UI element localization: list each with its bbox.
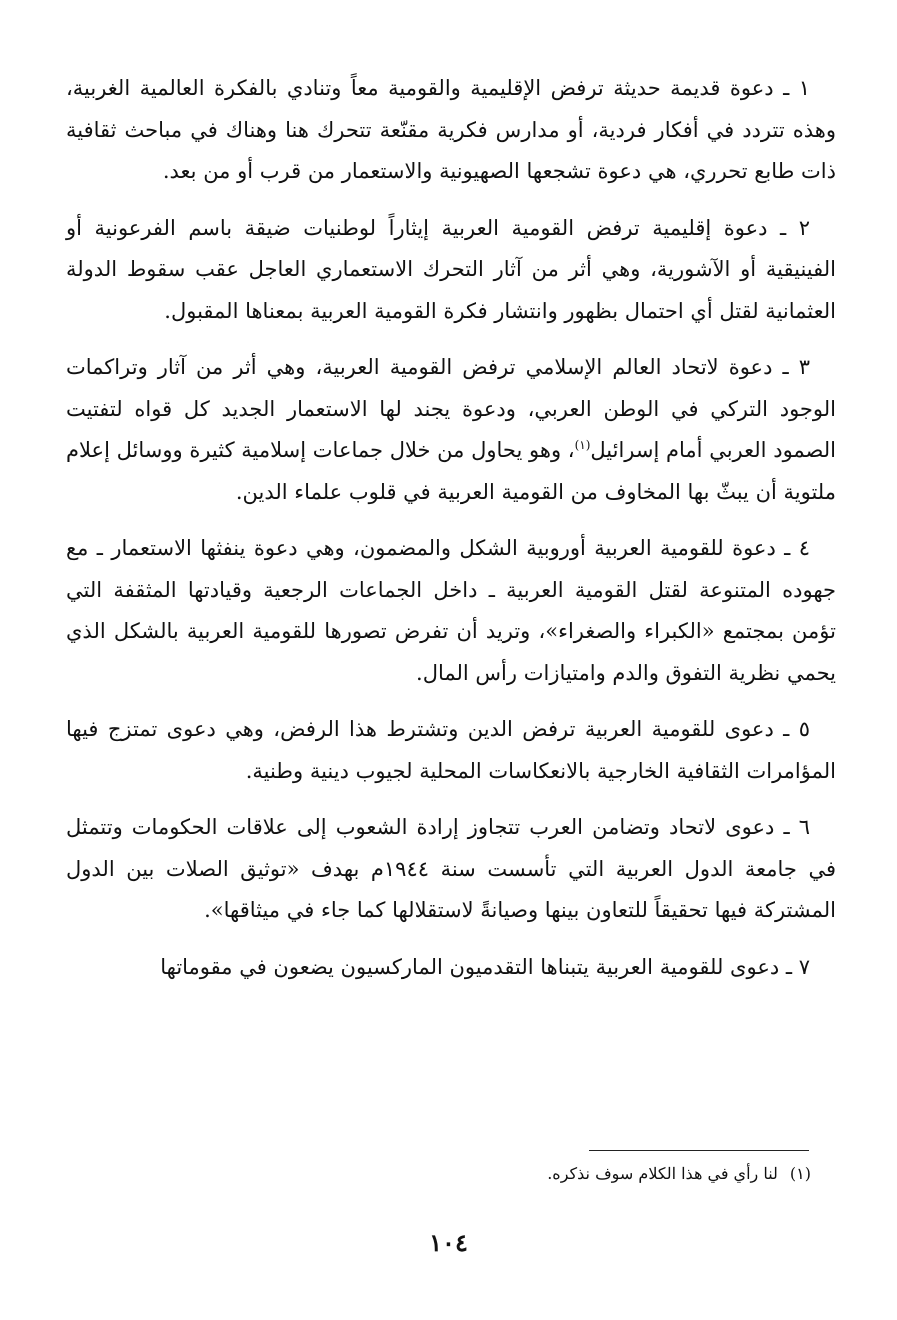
footnote-marker: (١) [789,1164,811,1183]
page-number: ١٠٤ [429,1228,468,1257]
body-text [66,68,836,1003]
paragraph-3-part-2: ، وهو يحاول من خلال جماعات إسلامية كثيرة ووسائل إعلام ملتوية أن يبثّ بها المخاوف من القومية العربية في قلوب علماء الدين. [66,438,836,504]
footnote-text: لنا رأي في هذا الكلام سوف نذكره. [547,1164,778,1183]
paragraph-7: ٧ ـ دعوى للقومية العربية يتبناها التقدميون الماركسيون يضعون في مقوماتها [160,954,810,979]
paragraph-6: ٦ ـ دعوى لاتحاد وتضامن العرب تتجاوز إرادة الشعوب إلى علاقات الحكومات وتتمثل في جامعة الدول العربية التي تأسست سنة ١٩٤٤م بهدف «توثيق الصلات بين الدول المشتركة فيها تحقيقاً للتعاون بينها وصيانةً لاستقلالها كما جاء في ميثاقها». [66,815,836,922]
paragraph-3 [66,347,836,513]
footnote-divider [589,1150,809,1151]
paragraph-5: ٥ ـ دعوى للقومية العربية ترفض الدين وتشترط هذا الرفض، وهي دعوى تمتزج فيها المؤامرات الثقافية الخارجية بالانعكاسات المحلية لجيوب دينية وطنية. [66,717,836,783]
paragraph-1: ١ ـ دعوة قديمة حديثة ترفض الإقليمية والقومية معاً وتنادي بالفكرة العالمية الغربية، وهذه تتردد في أفكار فردية، أو مدارس فكرية مقنّعة تتحرك هنا وهناك في مباحث ثقافية ذات طابع تحرري، هي دعوة تشجعها الصهيونية والاستعمار من قرب أو من بعد. [66,76,836,183]
paragraph-4: ٤ ـ دعوة للقومية العربية أوروبية الشكل والمضمون، وهي دعوة ينفثها الاستعمار ـ مع جهوده المتنوعة لقتل القومية العربية ـ داخل الجماعات الرجعية وقيادتها المثقفة التي تؤمن بمجتمع «الكبراء والصغراء»، وتريد أن تفرض تصورها للقومية العربية بالشكل الذي يحمي نظرية التفوق والدم وامتيازات رأس المال. [66,536,836,685]
paragraph-2: ٢ ـ دعوة إقليمية ترفض القومية العربية إيثاراً لوطنيات ضيقة باسم الفرعونية أو الفينيقية أو الآشورية، وهي أثر من آثار التحرك الاستعماري العاجل عقب سقوط الدولة العثمانية لقتل أي احتمال بظهور وانتشار فكرة القومية العربية بمعناها المقبول. [66,215,836,323]
footnote-reference: (١) [574,438,591,452]
footnote [211,1162,811,1186]
paragraph-3-part-1: ٣ ـ دعوة لاتحاد العالم الإسلامي ترفض القومية العربية، وهي أثر من آثار وتراكمات الوجود التركي في الوطن العربي، ودعوة يجند لها الاستعمار الجديد كل قواه لتفتيت الصمود العربي أمام إسرائيل [66,355,836,462]
